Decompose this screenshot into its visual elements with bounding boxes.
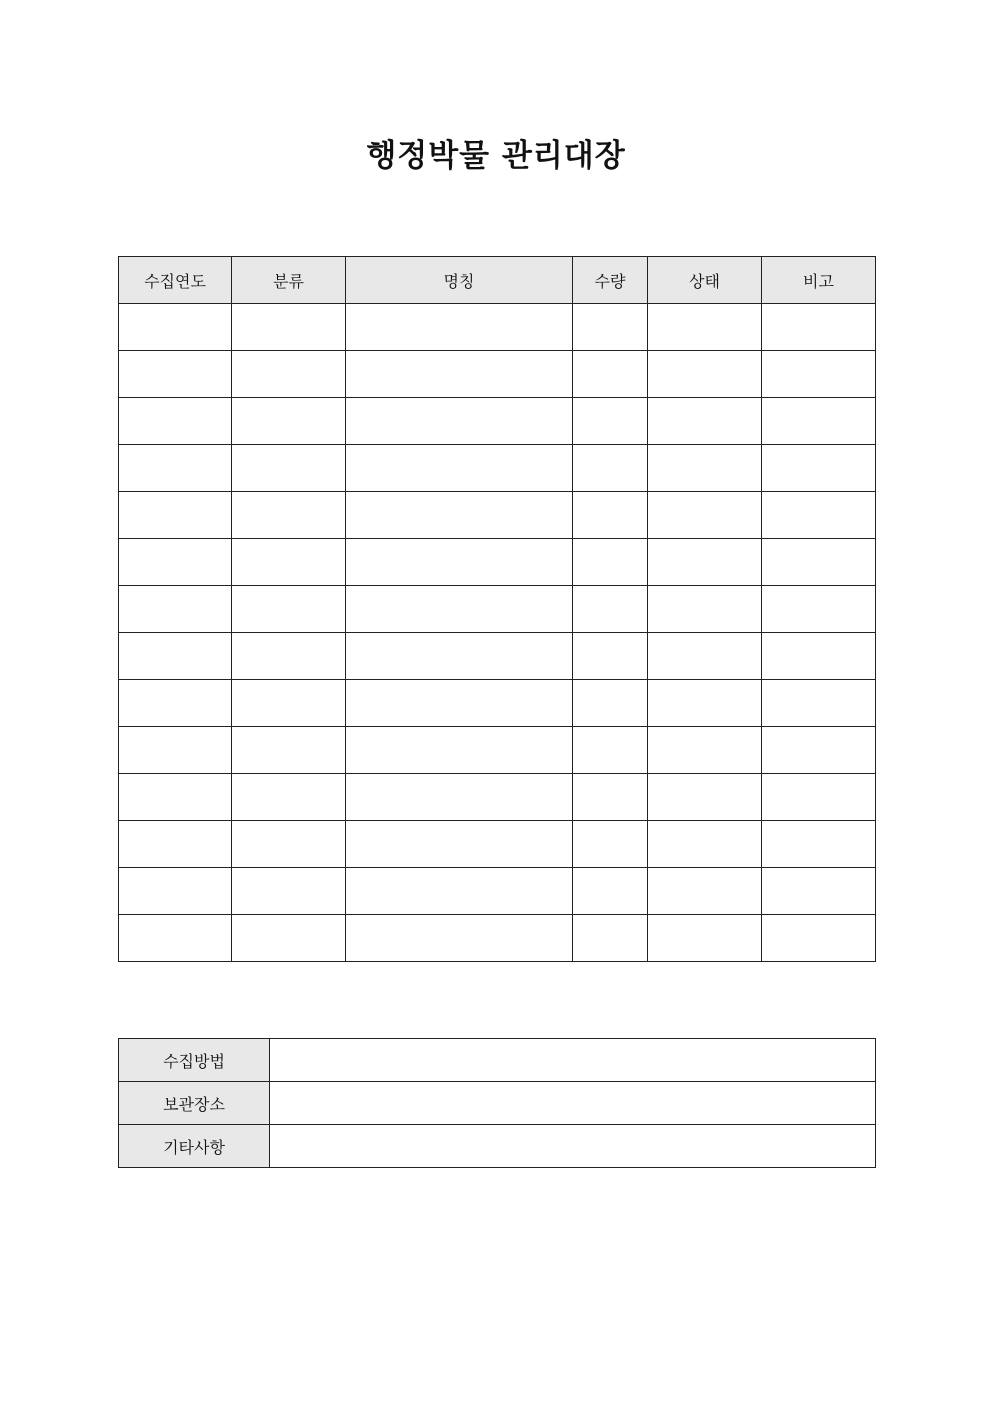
table-row bbox=[119, 727, 876, 774]
quantity-cell[interactable] bbox=[573, 774, 648, 821]
category-cell[interactable] bbox=[232, 868, 346, 915]
table-row bbox=[119, 539, 876, 586]
condition-cell[interactable] bbox=[648, 774, 762, 821]
collection-method-value[interactable] bbox=[270, 1039, 876, 1082]
condition-cell[interactable] bbox=[648, 821, 762, 868]
remarks-cell[interactable] bbox=[762, 680, 876, 727]
category-cell[interactable] bbox=[232, 727, 346, 774]
condition-cell[interactable] bbox=[648, 868, 762, 915]
condition-cell[interactable] bbox=[648, 445, 762, 492]
collection-year-cell[interactable] bbox=[119, 633, 232, 680]
table-row bbox=[119, 445, 876, 492]
remarks-cell[interactable] bbox=[762, 351, 876, 398]
table-row bbox=[119, 398, 876, 445]
remarks-cell[interactable] bbox=[762, 445, 876, 492]
quantity-cell[interactable] bbox=[573, 304, 648, 351]
category-cell[interactable] bbox=[232, 821, 346, 868]
condition-cell[interactable] bbox=[648, 492, 762, 539]
header-condition: 상태 bbox=[648, 257, 762, 304]
collection-method-label: 수집방법 bbox=[119, 1039, 270, 1082]
quantity-cell[interactable] bbox=[573, 727, 648, 774]
quantity-cell[interactable] bbox=[573, 821, 648, 868]
condition-cell[interactable] bbox=[648, 304, 762, 351]
remarks-cell[interactable] bbox=[762, 398, 876, 445]
name-cell[interactable] bbox=[346, 492, 573, 539]
table-row bbox=[119, 774, 876, 821]
remarks-cell[interactable] bbox=[762, 821, 876, 868]
remarks-cell[interactable] bbox=[762, 492, 876, 539]
collection-year-cell[interactable] bbox=[119, 492, 232, 539]
register-body bbox=[119, 304, 876, 962]
header-remarks: 비고 bbox=[762, 257, 876, 304]
header-collection-year: 수집연도 bbox=[119, 257, 232, 304]
name-cell[interactable] bbox=[346, 633, 573, 680]
name-cell[interactable] bbox=[346, 304, 573, 351]
quantity-cell[interactable] bbox=[573, 398, 648, 445]
condition-cell[interactable] bbox=[648, 915, 762, 962]
quantity-cell[interactable] bbox=[573, 445, 648, 492]
storage-location-label: 보관장소 bbox=[119, 1082, 270, 1125]
category-cell[interactable] bbox=[232, 915, 346, 962]
quantity-cell[interactable] bbox=[573, 633, 648, 680]
collection-year-cell[interactable] bbox=[119, 398, 232, 445]
collection-year-cell[interactable] bbox=[119, 680, 232, 727]
category-cell[interactable] bbox=[232, 633, 346, 680]
table-row bbox=[119, 351, 876, 398]
name-cell[interactable] bbox=[346, 351, 573, 398]
info-row-other-notes bbox=[119, 1125, 876, 1168]
name-cell[interactable] bbox=[346, 680, 573, 727]
table-row bbox=[119, 868, 876, 915]
category-cell[interactable] bbox=[232, 445, 346, 492]
collection-year-cell[interactable] bbox=[119, 868, 232, 915]
quantity-cell[interactable] bbox=[573, 586, 648, 633]
condition-cell[interactable] bbox=[648, 351, 762, 398]
table-row bbox=[119, 492, 876, 539]
quantity-cell[interactable] bbox=[573, 351, 648, 398]
collection-year-cell[interactable] bbox=[119, 351, 232, 398]
table-row bbox=[119, 633, 876, 680]
collection-year-cell[interactable] bbox=[119, 821, 232, 868]
other-notes-label: 기타사항 bbox=[119, 1125, 270, 1168]
name-cell[interactable] bbox=[346, 586, 573, 633]
category-cell[interactable] bbox=[232, 774, 346, 821]
category-cell[interactable] bbox=[232, 680, 346, 727]
header-category: 분류 bbox=[232, 257, 346, 304]
category-cell[interactable] bbox=[232, 586, 346, 633]
collection-year-cell[interactable] bbox=[119, 774, 232, 821]
name-cell[interactable] bbox=[346, 445, 573, 492]
remarks-cell[interactable] bbox=[762, 774, 876, 821]
remarks-cell[interactable] bbox=[762, 915, 876, 962]
category-cell[interactable] bbox=[232, 539, 346, 586]
storage-location-value[interactable] bbox=[270, 1082, 876, 1125]
collection-year-cell[interactable] bbox=[119, 539, 232, 586]
condition-cell[interactable] bbox=[648, 727, 762, 774]
name-cell[interactable] bbox=[346, 539, 573, 586]
quantity-cell[interactable] bbox=[573, 539, 648, 586]
name-cell[interactable] bbox=[346, 868, 573, 915]
condition-cell[interactable] bbox=[648, 398, 762, 445]
category-cell[interactable] bbox=[232, 398, 346, 445]
collection-year-cell[interactable] bbox=[119, 727, 232, 774]
collection-year-cell[interactable] bbox=[119, 445, 232, 492]
quantity-cell[interactable] bbox=[573, 492, 648, 539]
info-table bbox=[118, 1038, 876, 1168]
category-cell[interactable] bbox=[232, 492, 346, 539]
collection-year-cell[interactable] bbox=[119, 586, 232, 633]
header-name: 명칭 bbox=[346, 257, 573, 304]
name-cell[interactable] bbox=[346, 915, 573, 962]
remarks-cell[interactable] bbox=[762, 633, 876, 680]
other-notes-value[interactable] bbox=[270, 1125, 876, 1168]
name-cell[interactable] bbox=[346, 398, 573, 445]
table-row bbox=[119, 680, 876, 727]
table-row bbox=[119, 821, 876, 868]
table-row bbox=[119, 586, 876, 633]
remarks-cell[interactable] bbox=[762, 539, 876, 586]
category-cell[interactable] bbox=[232, 304, 346, 351]
remarks-cell[interactable] bbox=[762, 586, 876, 633]
name-cell[interactable] bbox=[346, 821, 573, 868]
collection-year-cell[interactable] bbox=[119, 304, 232, 351]
condition-cell[interactable] bbox=[648, 539, 762, 586]
info-row-collection-method bbox=[119, 1039, 876, 1082]
quantity-cell[interactable] bbox=[573, 680, 648, 727]
quantity-cell[interactable] bbox=[573, 915, 648, 962]
document-title: 행정박물 관리대장 bbox=[366, 138, 626, 174]
table-row bbox=[119, 915, 876, 962]
table-row bbox=[119, 304, 876, 351]
register-header-row bbox=[119, 257, 876, 304]
category-cell[interactable] bbox=[232, 351, 346, 398]
condition-cell[interactable] bbox=[648, 633, 762, 680]
name-cell[interactable] bbox=[346, 774, 573, 821]
condition-cell[interactable] bbox=[648, 680, 762, 727]
condition-cell[interactable] bbox=[648, 586, 762, 633]
remarks-cell[interactable] bbox=[762, 868, 876, 915]
register-table bbox=[118, 256, 876, 962]
collection-year-cell[interactable] bbox=[119, 915, 232, 962]
info-row-storage-location bbox=[119, 1082, 876, 1125]
name-cell[interactable] bbox=[346, 727, 573, 774]
quantity-cell[interactable] bbox=[573, 868, 648, 915]
remarks-cell[interactable] bbox=[762, 727, 876, 774]
header-quantity: 수량 bbox=[573, 257, 648, 304]
remarks-cell[interactable] bbox=[762, 304, 876, 351]
